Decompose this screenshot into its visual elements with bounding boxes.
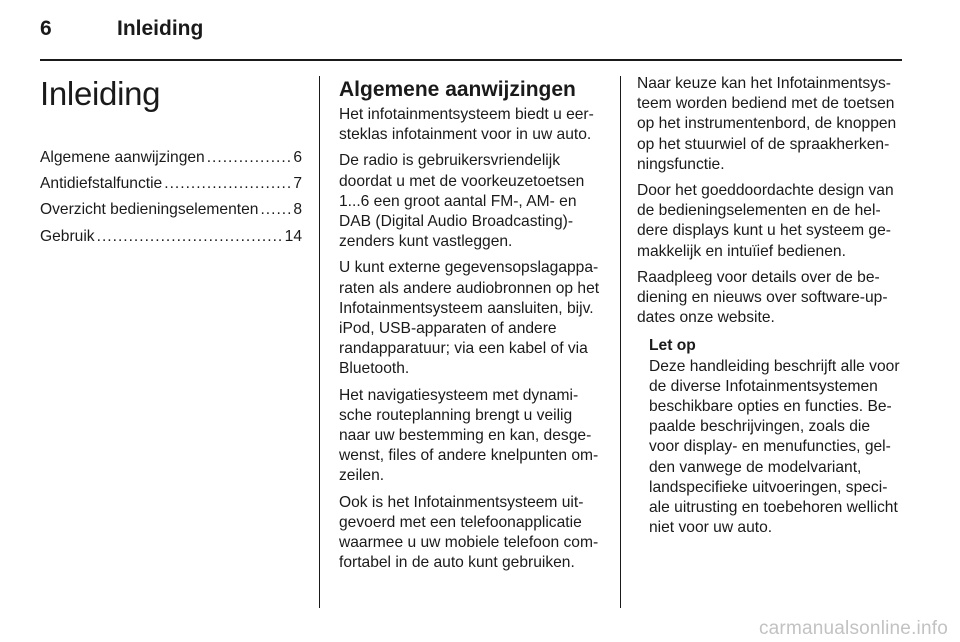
toc-entry-label: Antidiefstalfunctie (40, 175, 163, 193)
note-text: Deze handleiding beschrijft alle voor de diverse Infotainmentsystemen beschikbare opties en functies. Bepaalde beschrijvingen, zoals die voor display- en menufuncties, gelden vanwege de modelvariant, landspecifieke uitvoeringen, speciale uitrusting en toebehoren wellicht niet voor uw auto. (649, 357, 900, 537)
toc-entry[interactable] (40, 200, 302, 220)
body-paragraph: Het navigatiesysteem met dynamische routeplanning brengt u veilig naar uw bestemming en kan, desgewenst, files of andere knelpunten omzeilen. (339, 386, 599, 485)
body-column-middle (339, 74, 603, 579)
toc-entry-page: 7 (293, 175, 302, 193)
toc-entry-label: Algemene aanwijzingen (40, 149, 205, 166)
toc-entry-page: 8 (293, 201, 302, 219)
toc-leader-dots (260, 200, 291, 220)
body-paragraph: Naar keuze kan het Infotainmentsysteem worden bediend met de toetsen op het instrumentenbord, de knoppen op het stuurwiel of de spraakherkenningsfunctie. (637, 75, 897, 173)
body-paragraph: Raadpleeg voor details over de bediening en nieuws over software-updates onze website. (637, 268, 888, 327)
header-rule (40, 59, 902, 61)
note-box (649, 336, 902, 538)
column-divider-right (620, 76, 621, 608)
note-title: Let op (649, 337, 696, 355)
toc-entry[interactable] (40, 148, 302, 168)
toc-entry-page: 6 (293, 149, 302, 166)
chapter-column (40, 74, 302, 253)
chapter-title: Inleiding (40, 75, 161, 112)
toc-entry-label: Overzicht bedieningselementen (40, 201, 259, 219)
toc-leader-dots (164, 174, 291, 194)
column-divider-left (319, 76, 320, 608)
body-paragraph: U kunt externe gegevensopslagapparaten als andere audiobronnen op het Infotainmentsysteem aansluiten, bijv. iPod, USB-apparaten of andere randapparatuur; via een kabel of via Bluetooth. (339, 259, 600, 378)
toc-entry-page: 14 (284, 227, 302, 245)
body-paragraph: De radio is gebruikersvriendelijk doordat u met de voorkeuzetoetsen 1...6 een groot aantal FM-, AM- en DAB (Digital Audio Broadcasting)-zenders kunt vastleggen. (339, 152, 585, 251)
toc-entry-label: Gebruik (40, 227, 95, 245)
site-watermark: carmanualsonline.info (758, 618, 948, 639)
section-title: Algemene aanwijzingen (339, 78, 576, 101)
running-header-title: Inleiding (117, 17, 204, 40)
toc-leader-dots (207, 148, 292, 168)
page-number: 6 (40, 17, 52, 40)
body-paragraph: Het infotainmentsysteem biedt u eersteklas infotainment voor in uw auto. (339, 106, 594, 144)
table-of-contents (40, 148, 302, 247)
toc-leader-dots (97, 227, 283, 247)
toc-entry[interactable] (40, 174, 302, 194)
body-paragraph: Ook is het Infotainmentsysteem uitgevoerd met een telefoonapplicatie waarmee u uw mobiele telefoon comfortabel in de auto kunt gebruiken. (339, 493, 599, 572)
body-column-right (637, 74, 902, 538)
body-paragraph: Door het goeddoordachte design van de bedieningselementen en de heldere displays kunt u het systeem gemakkelijk en intuïief bedienen. (637, 182, 894, 260)
toc-entry[interactable] (40, 227, 302, 247)
